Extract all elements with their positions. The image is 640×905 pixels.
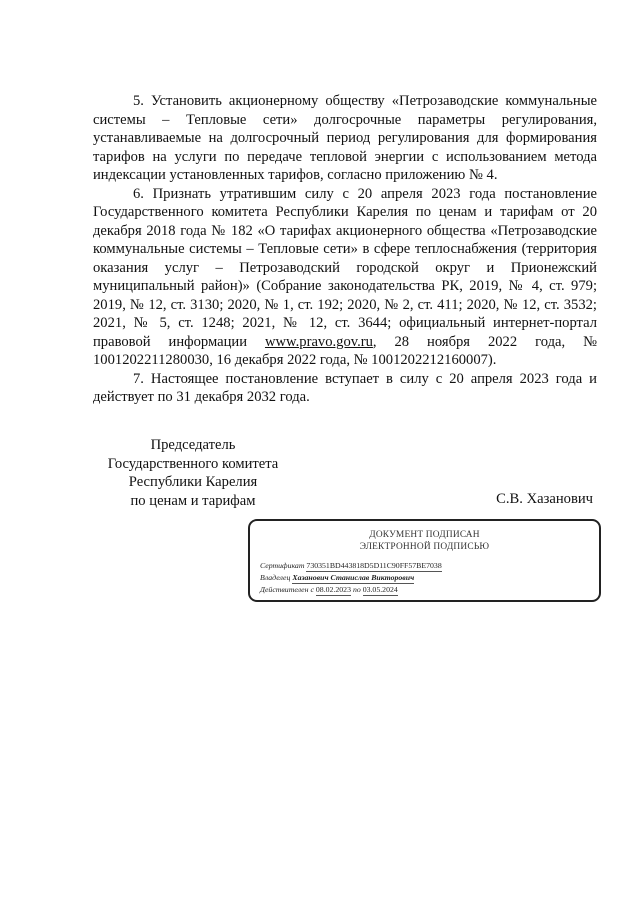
signatory-name: С.В. Хазанович <box>496 491 593 507</box>
document-body <box>93 92 597 407</box>
signatory-title-line: Государственного комитета <box>107 455 279 472</box>
e-signature-stamp <box>248 519 601 602</box>
stamp-valid-to-prefix: по <box>352 585 361 594</box>
stamp-owner-value: Хазанович Станислав Викторович <box>292 573 415 582</box>
stamp-heading-line: ДОКУМЕНТ ПОДПИСАН <box>369 530 480 540</box>
stamp-owner-label: Владелец <box>260 573 291 582</box>
pravo-gov-link[interactable]: www.pravo.gov.ru <box>264 333 373 350</box>
signatory-title-line: Председатель <box>150 437 236 453</box>
paragraph-6-tail: , 28 ноября 2022 года, № 1001202211280030, 16 декабря 2022 года, № 1001202212160007). <box>93 333 598 368</box>
stamp-details <box>260 560 599 596</box>
stamp-heading-line: ЭЛЕКТРОННОЙ ПОДПИСЬЮ <box>359 542 490 552</box>
stamp-valid-label: Действителен <box>260 585 309 594</box>
paragraph-6 <box>93 185 597 370</box>
stamp-valid-to: 03.05.2024 <box>362 585 398 594</box>
stamp-heading <box>250 529 599 553</box>
signatory-title-line: Республики Карелия <box>128 474 258 490</box>
stamp-valid-from-prefix: с <box>310 585 314 594</box>
stamp-validity-row <box>260 584 599 596</box>
stamp-valid-from: 08.02.2023 <box>315 585 351 594</box>
paragraph-7: 7. Настоящее постановление вступает в силу с 20 апреля 2023 года и действует по 31 декабря 2032 года. <box>93 370 597 405</box>
stamp-certificate-value: 730351BD443818D5D11C90FF57BE7038 <box>306 561 442 570</box>
stamp-certificate-row <box>260 560 599 572</box>
paragraph-6-text: 6. Признать утратившим силу с 20 апреля 2023 года постановление Государственного комитета Республики Карелия по ценам и тарифам от 20 декабря 2018 года № 182 «О тарифах акционерного общества «Петрозаводские коммунальные системы – Тепловые сети» в сфере теплоснабжения (территория оказания услуг – Петрозаводский городской округ и Прионежский муниципальный район)» (Собрание законодательства РК, 2019, № 4, ст. 979; 2019, № 12, ст. 3130; 2020, № 1, ст. 192; 2020, № 2, ст. 411; 2020, № 12, ст. 3532; 2021, № 5, ст. 1248; 2021, № 12, ст. 3644; официальный интернет-портал правовой информации <box>93 185 597 350</box>
stamp-owner-row <box>260 572 599 584</box>
signatory-title-line: по ценам и тарифам <box>130 492 256 509</box>
signatory-title <box>98 436 288 510</box>
stamp-certificate-label: Сертификат <box>260 561 305 570</box>
paragraph-5: 5. Установить акционерному обществу «Петрозаводские коммунальные системы – Тепловые сети» долгосрочные параметры регулирования, устанавливаемые на долгосрочный период регулирования для формирования тарифов на услуги по передаче тепловой энергии с использованием метода индексации установленных тарифов, согласно приложению № 4. <box>93 93 597 183</box>
